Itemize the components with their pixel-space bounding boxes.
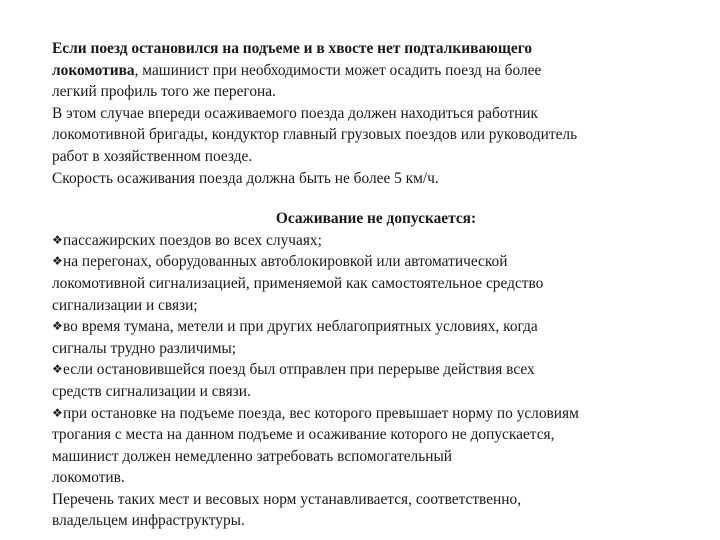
- intro-line-6: работ в хозяйственном поезде.: [52, 147, 253, 165]
- intro-line-3: легкий профиль того же перегона.: [52, 83, 276, 101]
- diamond-bullet-icon: ❖: [52, 232, 63, 247]
- bullet-3-line-1: во время тумана, метели и при других неблагоприятных условиях, когда: [63, 318, 538, 336]
- bullet-5-line-2: трогания с места на данном подъеме и осаживание которого не допускается,: [52, 426, 555, 444]
- bullet-3-line-2: сигналы трудно различимы;: [52, 339, 237, 357]
- intro-line-1: Если поезд остановился на подъеме и в хвосте нет подталкивающего: [52, 40, 533, 57]
- diamond-bullet-icon: ❖: [52, 254, 63, 269]
- intro-line-2-bold: локомотива: [52, 61, 135, 79]
- intro-line-4: В этом случае впереди осаживаемого поезда должен находиться работник: [52, 104, 539, 122]
- bullet-item-1: [52, 230, 692, 252]
- intro-line-7: Скорость осаживания поезда должна быть не более 5 км/ч.: [52, 169, 439, 187]
- bullet-5-line-1: при остановке на подъеме поезда, вес которого превышает норму по условиям: [63, 404, 579, 422]
- bullet-2-line-3: сигнализации и связи;: [52, 296, 198, 314]
- bullet-item-3: [52, 316, 692, 338]
- bullet-item-2: [52, 251, 692, 273]
- paragraph-gap: [52, 189, 692, 208]
- intro-line-2: [52, 60, 692, 82]
- bullet-item-5: [52, 403, 692, 425]
- diamond-bullet-icon: ❖: [52, 319, 63, 334]
- bullet-5-line-4: локомотив.: [52, 469, 125, 487]
- diamond-bullet-icon: ❖: [52, 405, 63, 420]
- closing-line-1: Перечень таких мест и весовых норм устанавливается, соответственно,: [52, 490, 522, 508]
- intro-line-2-rest: , машинист при необходимости может осадить поезд на более: [134, 61, 542, 79]
- bullet-item-4: [52, 359, 692, 381]
- diamond-bullet-icon: ❖: [52, 362, 63, 377]
- section-heading: Осаживание не допускается:: [275, 210, 477, 228]
- intro-line-5: локомотивной бригады, кондуктор главный грузовых поездов или руководитель: [52, 126, 578, 144]
- bullet-2-line-2: локомотивной сигнализацией, применяемой как самостоятельное средство: [52, 274, 544, 292]
- bullet-2-line-1: на перегонах, оборудованных автоблокировкой или автоматической: [63, 253, 508, 271]
- bullet-4-line-2: средств сигнализации и связи.: [52, 382, 251, 400]
- bullet-5-line-3: машинист должен немедленно затребовать вспомогательный: [52, 447, 453, 465]
- bullet-4-line-1: если остановившейся поезд был отправлен при перерыве действия всех: [63, 361, 535, 379]
- closing-line-2: владельцем инфраструктуры.: [52, 512, 245, 530]
- document-body: [52, 38, 692, 532]
- bullet-1-line-1: пассажирских поездов во всех случаях;: [63, 231, 322, 249]
